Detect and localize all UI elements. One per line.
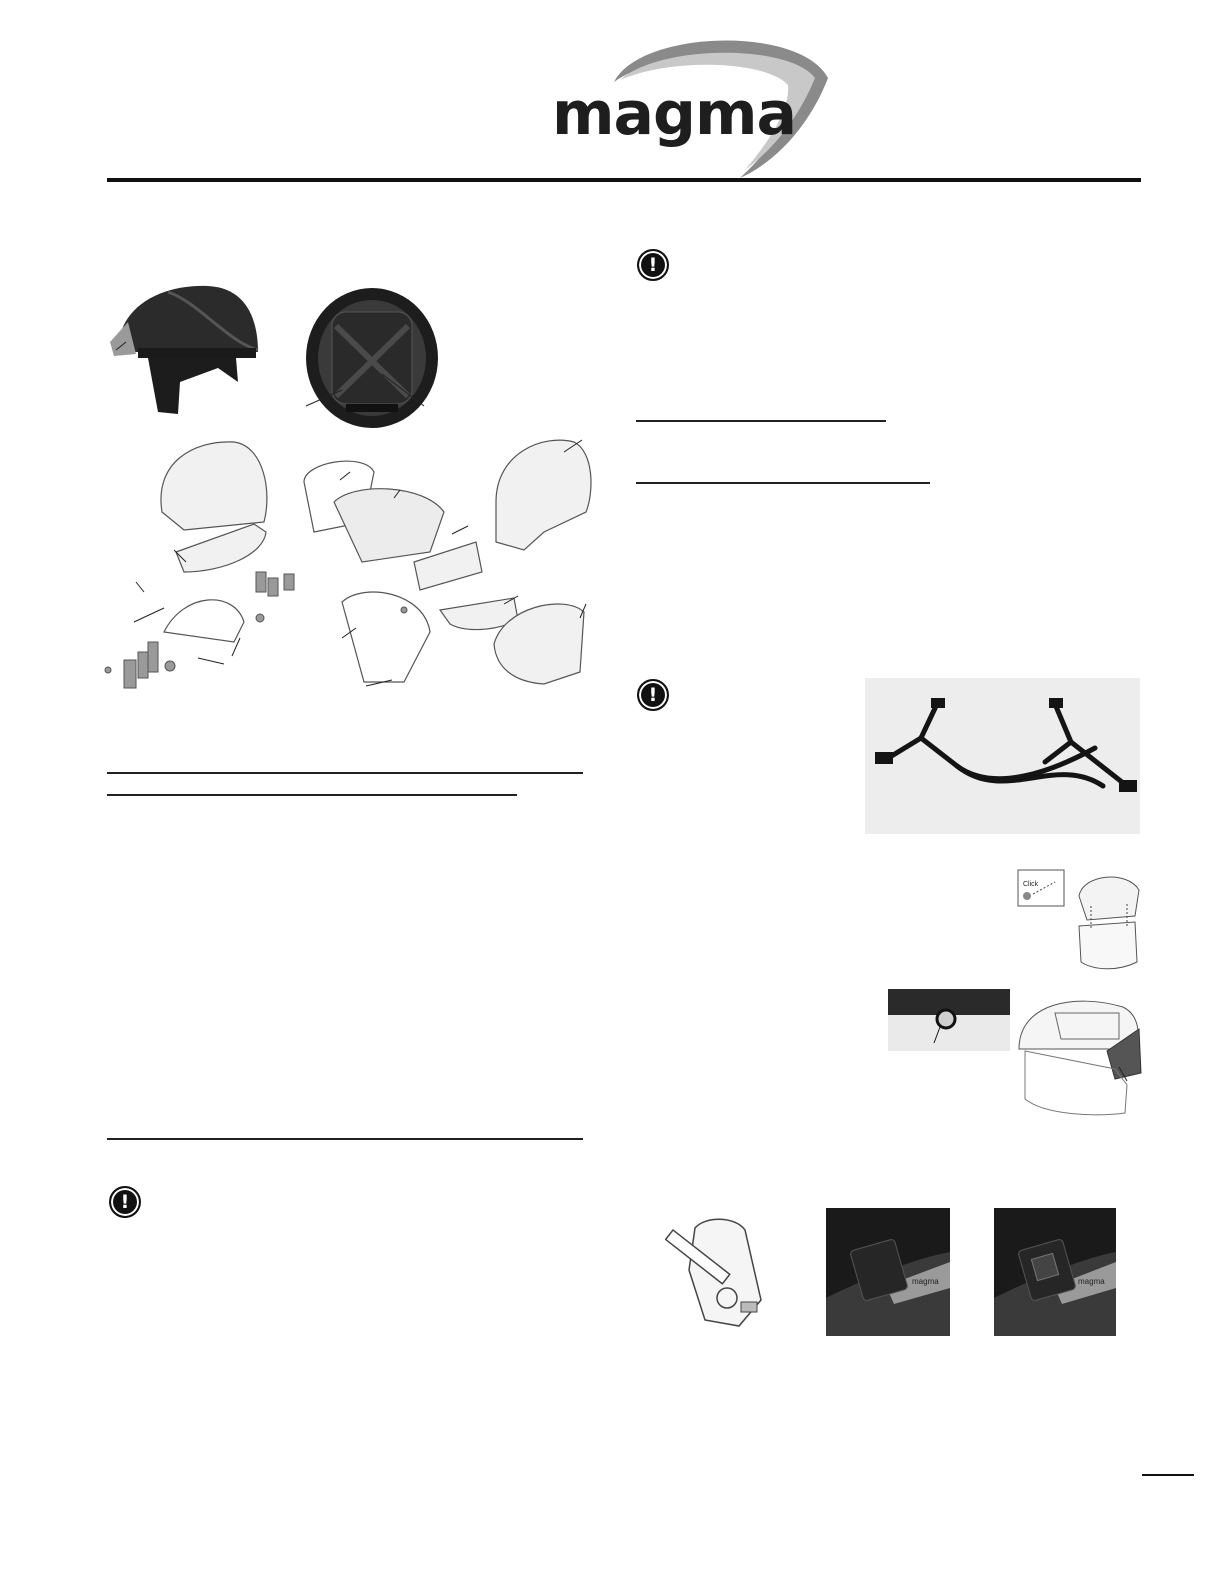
chin-strap-photo: [865, 678, 1140, 834]
helmet-side-photo: [108, 282, 268, 422]
header-rule: [107, 178, 1141, 182]
rule-left-1: [107, 772, 583, 774]
logo: magma: [552, 79, 796, 149]
exclamation-warning-icon: !: [637, 679, 669, 711]
latch-closed-photo: [826, 1208, 950, 1336]
helmet-on-head-diagram: [1015, 989, 1143, 1119]
visor-mount-detail-photo: [888, 989, 1010, 1051]
exclamation-warning-icon: !: [637, 249, 669, 281]
exploded-parts-diagram: [104, 432, 594, 694]
attachment-click-diagram: [1017, 866, 1145, 976]
helmet-inside-photo: [302, 286, 442, 431]
svg-text:magma: magma: [912, 1277, 939, 1286]
headgear-adjustment-diagram: [665, 1210, 773, 1328]
rule-left-3: [107, 1138, 583, 1140]
svg-text:Click: Click: [1023, 881, 1039, 888]
exclamation-warning-icon: !: [109, 1186, 141, 1218]
page-number-rule: [1142, 1474, 1194, 1476]
rule-left-2: [107, 794, 517, 796]
rule-right-2: [636, 482, 930, 484]
svg-text:magma: magma: [1078, 1277, 1105, 1286]
latch-open-photo: [994, 1208, 1116, 1336]
rule-right-1: [636, 420, 886, 422]
